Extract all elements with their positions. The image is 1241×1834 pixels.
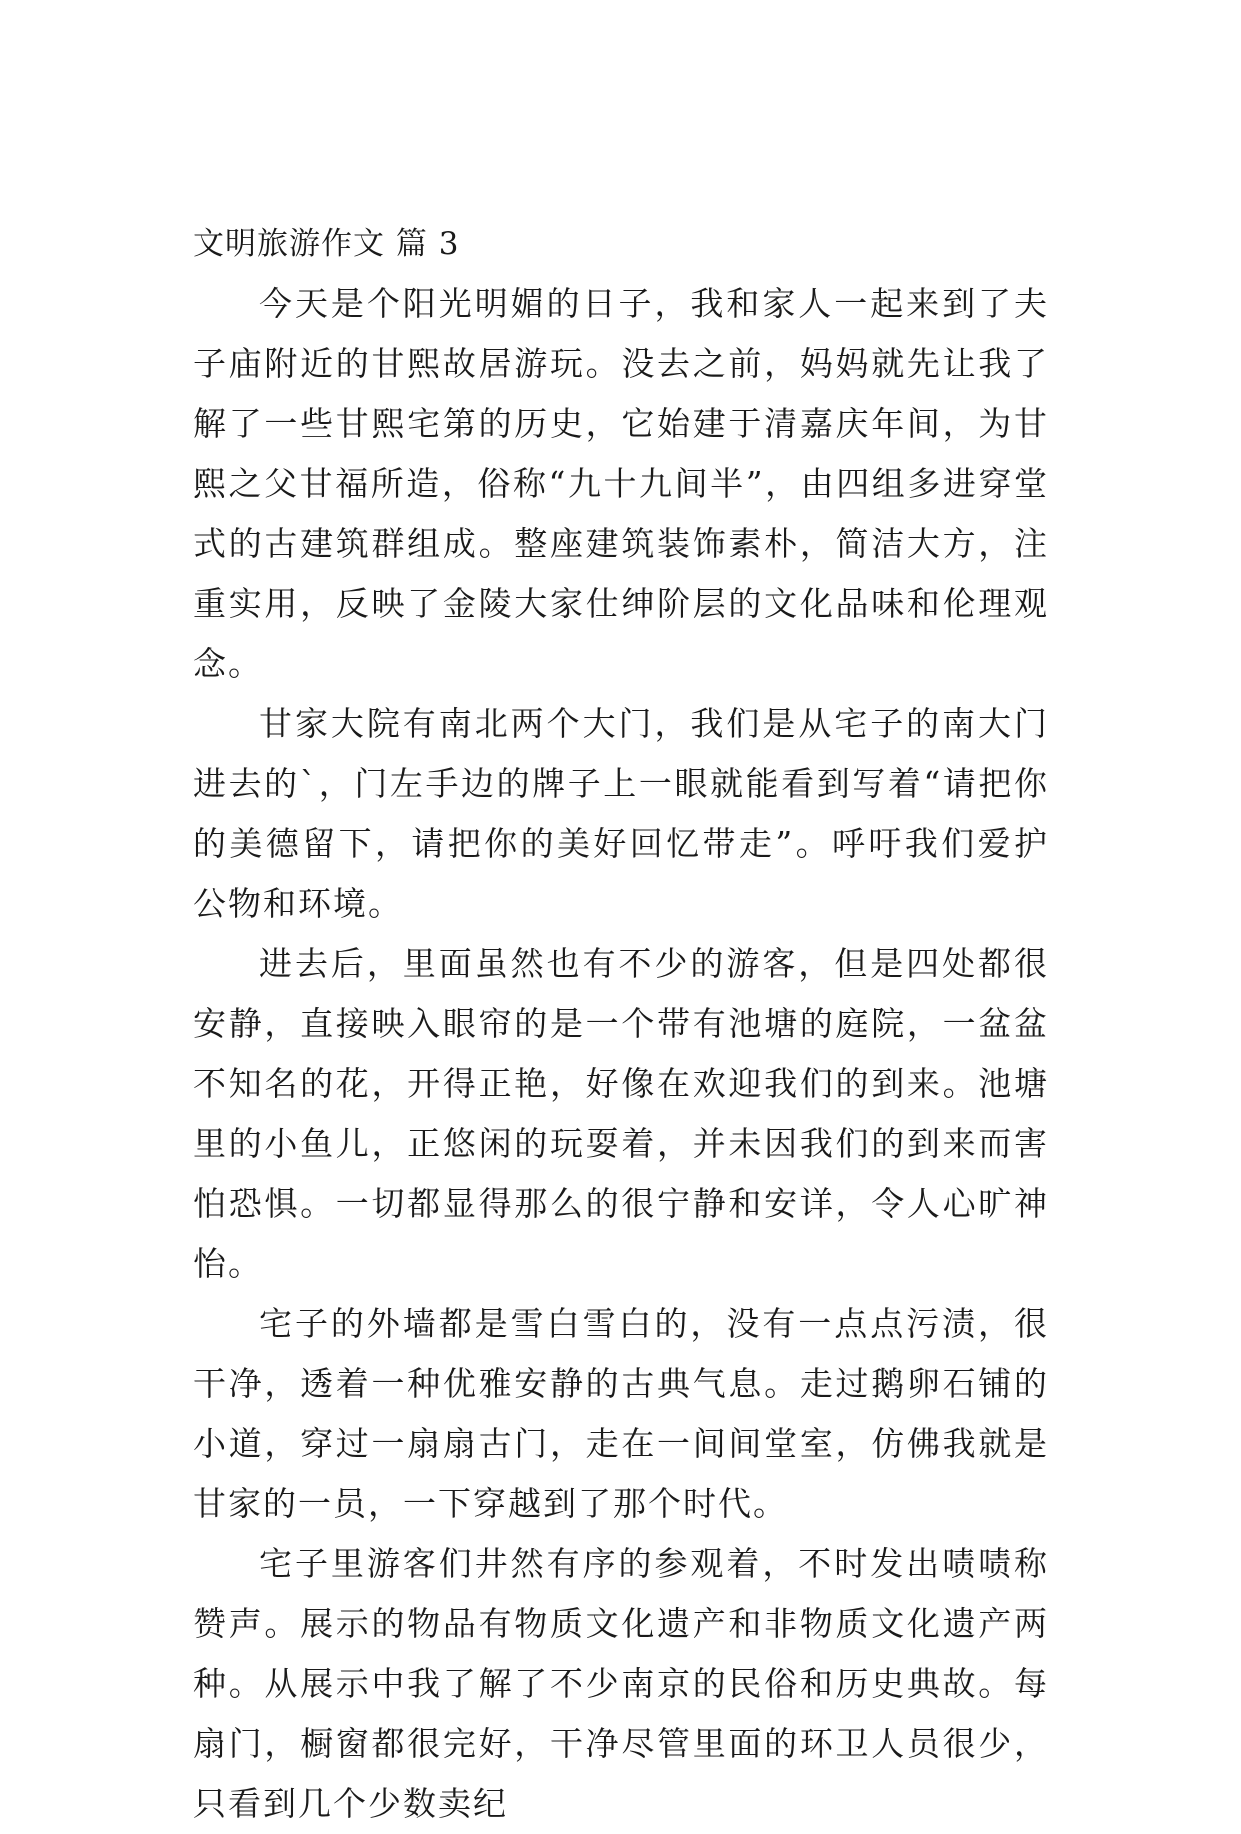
paragraph-5: 宅子里游客们井然有序的参观着，不时发出啧啧称赞声。展示的物品有物质文化遗产和非物质文化遗产两种。从展示中我了解了不少南京的民俗和历史典故。每扇门，橱窗都很完好，干净尽管里面的环卫人员很少，只看到几个少数卖纪 [193, 1544, 1049, 1823]
paragraph-1: 今天是个阳光明媚的日子，我和家人一起来到了夫子庙附近的甘熙故居游玩。没去之前，妈妈就先让我了解了一些甘熙宅第的历史，它始建于清嘉庆年间，为甘熙之父甘福所造，俗称“九十九间半”，由四组多进穿堂式的古建筑群组成。整座建筑装饰素朴，简洁大方，注重实用，反映了金陵大家仕绅阶层的文化品味和伦理观念。 [193, 284, 1049, 683]
paragraph-4: 宅子的外墙都是雪白雪白的，没有一点点污渍，很干净，透着一种优雅安静的古典气息。走过鹅卵石铺的小道，穿过一扇扇古门，走在一间间堂室，仿佛我就是甘家的一员，一下穿越到了那个时代。 [193, 1304, 1049, 1523]
document-body [193, 220, 1049, 1834]
paragraph-3: 进去后，里面虽然也有不少的游客，但是四处都很安静，直接映入眼帘的是一个带有池塘的庭院，一盆盆不知名的花，开得正艳，好像在欢迎我们的到来。池塘里的小鱼儿，正悠闲的玩耍着，并未因我们的到来而害怕恐惧。一切都显得那么的很宁静和安详，令人心旷神怡。 [193, 944, 1049, 1283]
paragraph-2: 甘家大院有南北两个大门，我们是从宅子的南大门进去的`，门左手边的牌子上一眼就能看到写着“请把你的美德留下，请把你的美好回忆带走”。呼吁我们爱护公物和环境。 [193, 704, 1049, 923]
document-title: 文明旅游作文 篇 3 [193, 226, 460, 262]
